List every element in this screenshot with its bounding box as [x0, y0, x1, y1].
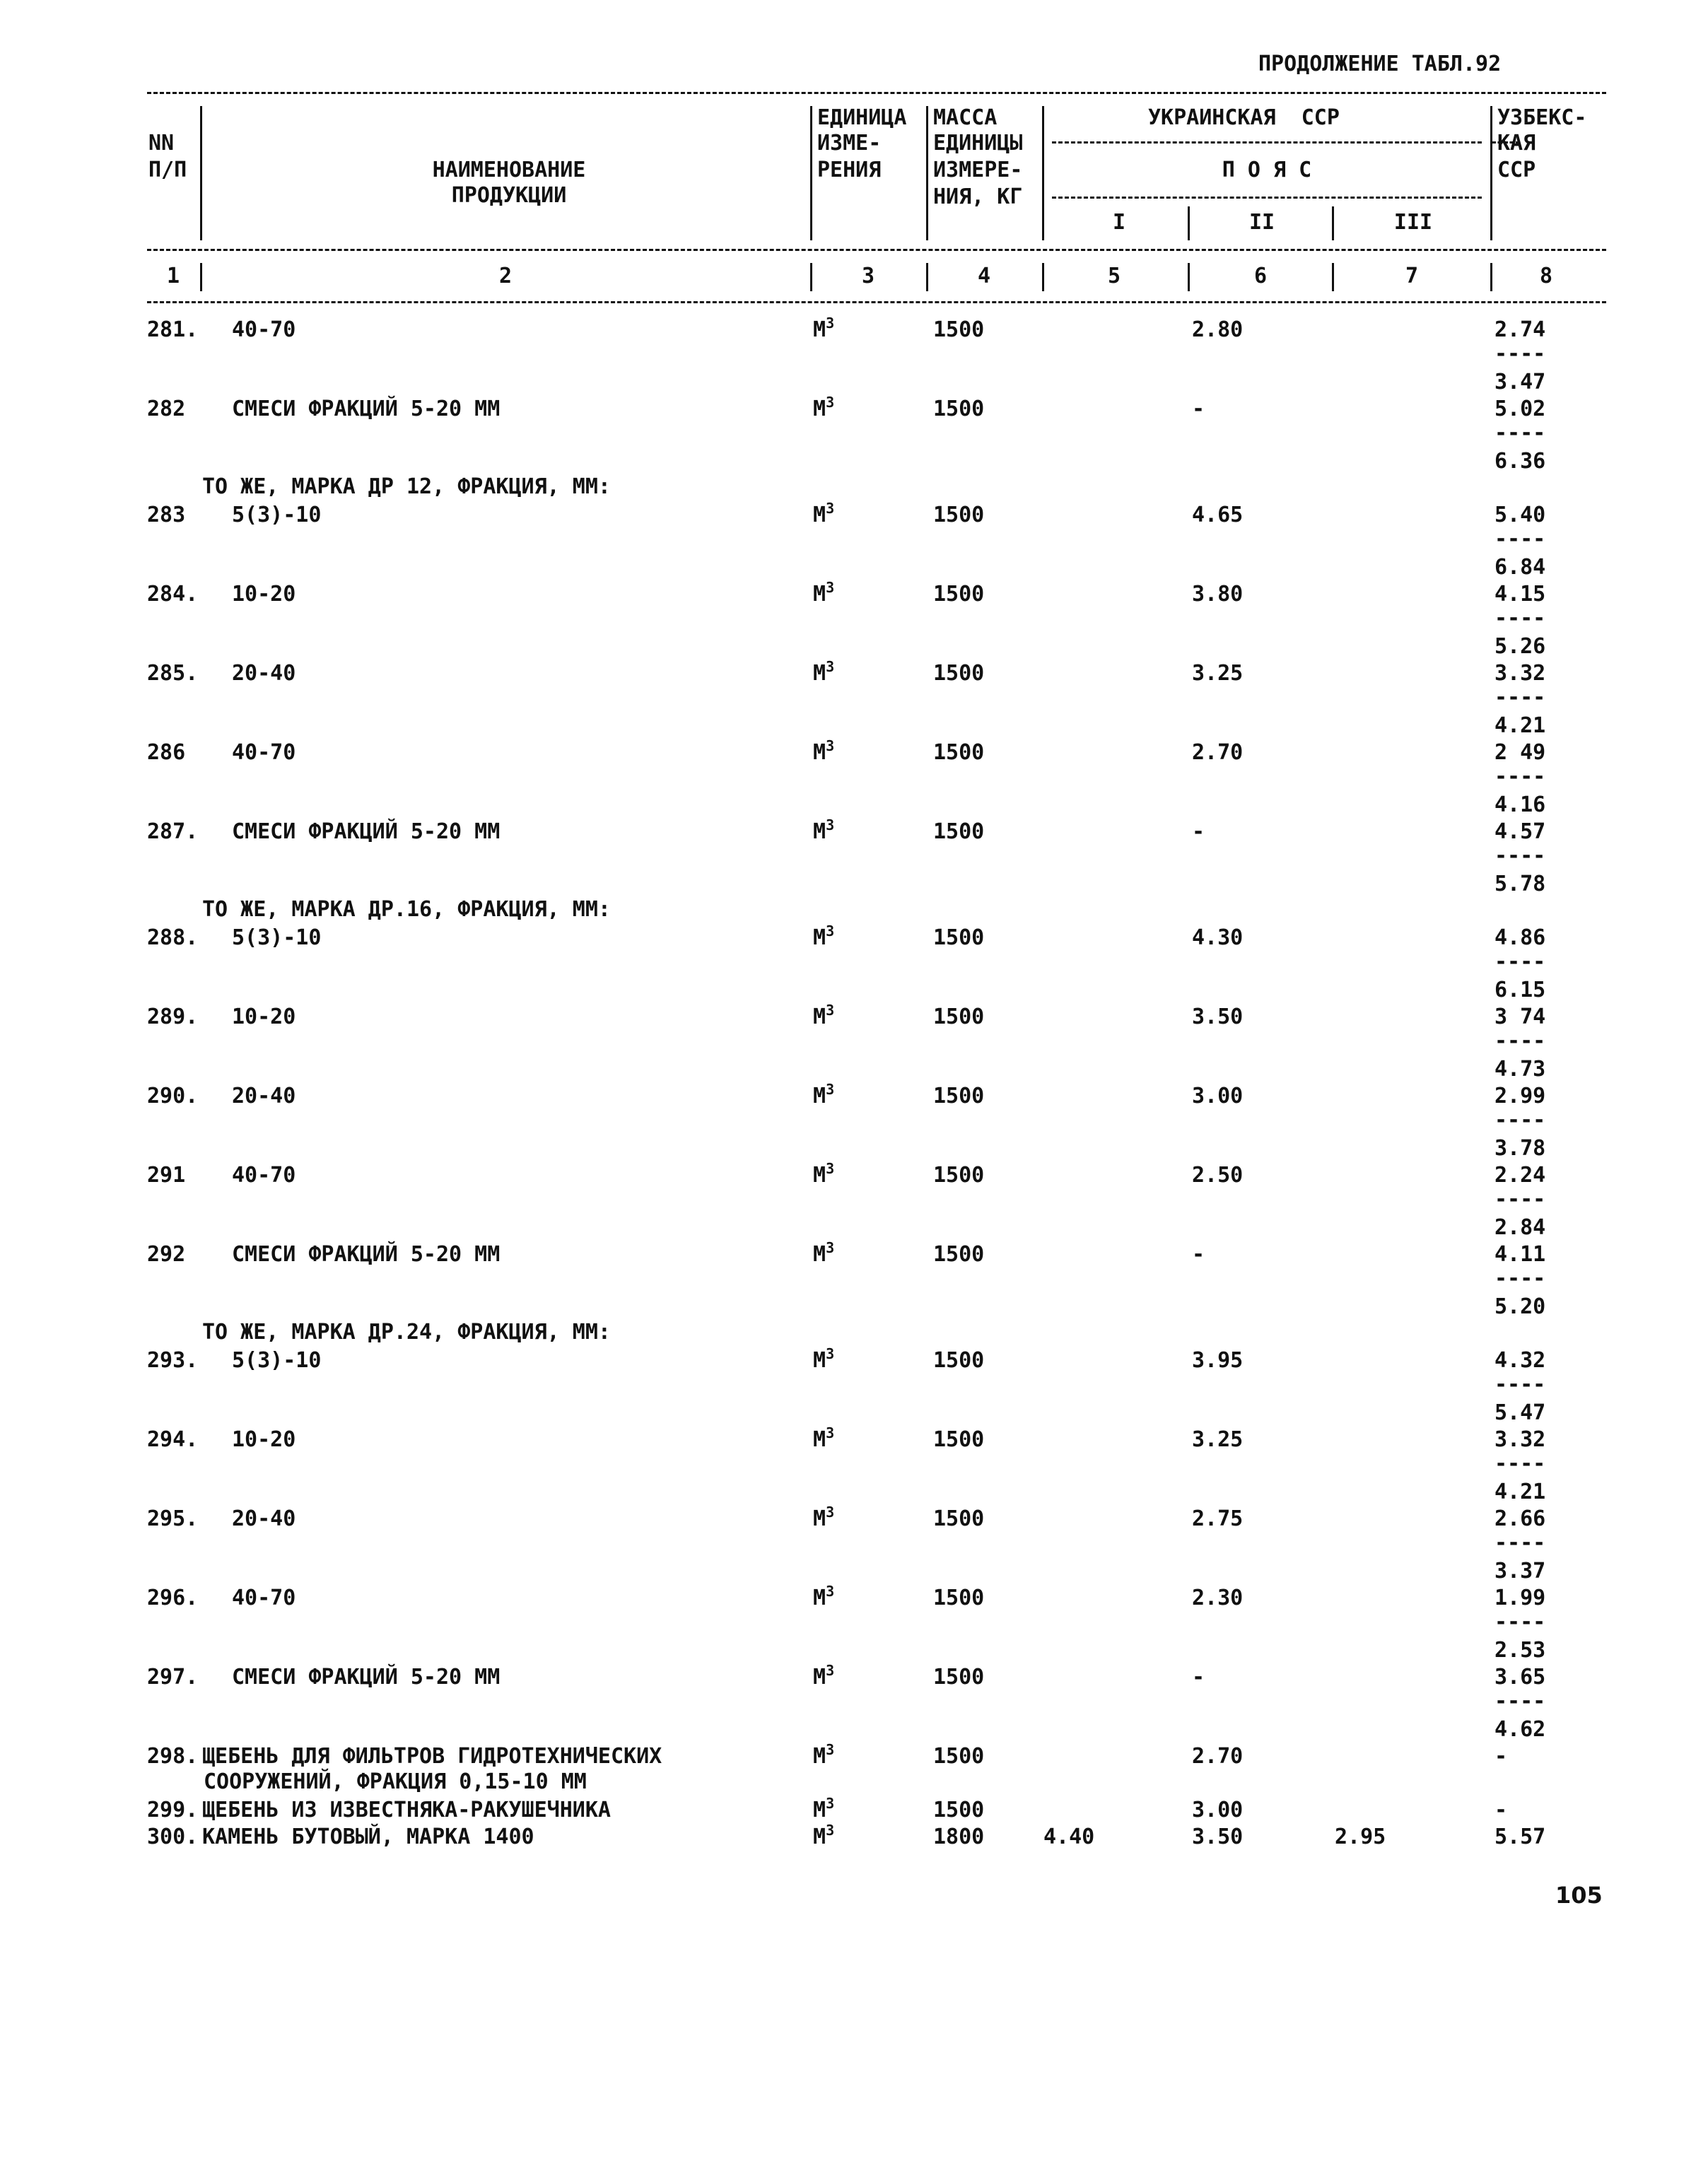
vline-z1 [1188, 206, 1190, 240]
uzb-fraction-bar: ---- [1494, 1689, 1546, 1714]
row-name: 40-70 [232, 317, 296, 342]
row-zone-2: 2.75 [1192, 1506, 1244, 1531]
row-zone-2: 3.95 [1192, 1348, 1244, 1373]
row-mass: 1500 [933, 1084, 985, 1108]
unit-letter: М [813, 1744, 826, 1769]
vline-cn3 [926, 263, 928, 291]
row-mass: 1500 [933, 925, 985, 950]
unit-superscript: 3 [826, 1424, 835, 1441]
row-unit [813, 816, 835, 845]
row-uzb: 4.86 [1494, 925, 1546, 950]
row-uzb-denominator: 4.21 [1494, 1480, 1546, 1504]
unit-letter: М [813, 582, 826, 607]
header-name-1: НАИМЕНОВАНИЕ [432, 158, 586, 182]
vline-cn7 [1490, 263, 1492, 291]
row-unit [813, 1239, 835, 1268]
vline-cn2 [810, 263, 812, 291]
row-name: СМЕСИ ФРАКЦИЙ 5-20 ММ [232, 1242, 501, 1267]
row-name: 40-70 [232, 740, 296, 765]
unit-superscript: 3 [826, 1002, 835, 1019]
row-uzb-denominator: 4.62 [1494, 1717, 1546, 1742]
row-name: ЩЕБЕНЬ ДЛЯ ФИЛЬТРОВ ГИДРОТЕХНИЧЕСКИХ [202, 1744, 662, 1769]
unit-letter: М [813, 1506, 826, 1531]
row-mass: 1500 [933, 1005, 985, 1029]
row-unit [813, 1795, 835, 1824]
row-zone-2: - [1192, 1242, 1205, 1267]
unit-letter: М [813, 1825, 826, 1849]
row-zone-2: - [1192, 819, 1205, 844]
row-mass: 1800 [933, 1825, 985, 1849]
colnum-6: 6 [1253, 264, 1268, 288]
row-mass: 1500 [933, 1586, 985, 1610]
row-mass: 1500 [933, 1798, 985, 1822]
colnum-5: 5 [1107, 264, 1121, 288]
row-mass: 1500 [933, 1163, 985, 1188]
row-mass: 1500 [933, 317, 985, 342]
row-mass: 1500 [933, 819, 985, 844]
row-uzb-denominator: 5.78 [1494, 872, 1546, 896]
row-mass: 1500 [933, 582, 985, 607]
unit-superscript: 3 [826, 394, 835, 411]
row-zone-2: 4.65 [1192, 503, 1244, 527]
header-uzb-2: КАЯ [1497, 131, 1536, 156]
row-zone-1: 4.40 [1043, 1825, 1095, 1849]
row-name: 10-20 [232, 582, 296, 607]
row-name: 20-40 [232, 1506, 296, 1531]
header-poyas: П О Я С [1222, 158, 1312, 182]
row-uzb: 2.99 [1494, 1084, 1546, 1108]
vline-cn4 [1042, 263, 1044, 291]
row-name: 5(3)-10 [232, 1348, 322, 1373]
row-mass: 1500 [933, 503, 985, 527]
header-name-2: ПРОДУКЦИИ [451, 183, 567, 208]
row-unit [813, 1741, 835, 1770]
vline-uzb [1490, 106, 1492, 240]
unit-superscript: 3 [826, 315, 835, 332]
rule-ukr [1052, 141, 1482, 144]
row-mass: 1500 [933, 740, 985, 765]
row-zone-2: 4.30 [1192, 925, 1244, 950]
note-dr12: ТО ЖЕ, МАРКА ДР 12, ФРАКЦИЯ, ММ: [202, 474, 611, 499]
uzb-fraction-bar: ---- [1494, 843, 1546, 868]
unit-letter: М [813, 1665, 826, 1690]
uzb-fraction-bar: ---- [1494, 1372, 1546, 1397]
row-mass: 1500 [933, 1348, 985, 1373]
row-zone-2: 3.50 [1192, 1825, 1244, 1849]
colnum-8: 8 [1539, 264, 1553, 288]
row-number: 286 [147, 740, 186, 765]
unit-superscript: 3 [826, 1662, 835, 1679]
header-mass-4: НИЯ, КГ [933, 185, 1023, 209]
row-uzb-denominator: 5.47 [1494, 1400, 1546, 1425]
unit-letter: М [813, 397, 826, 421]
unit-superscript: 3 [826, 1239, 835, 1256]
unit-superscript: 3 [826, 1345, 835, 1362]
row-zone-2: - [1192, 1665, 1205, 1690]
row-number: 296. [147, 1586, 199, 1610]
uzb-fraction-bar: ---- [1494, 685, 1546, 710]
row-name: 40-70 [232, 1586, 296, 1610]
row-uzb: 2 49 [1494, 740, 1546, 765]
uzb-fraction-bar: ---- [1494, 527, 1546, 551]
unit-letter: М [813, 1586, 826, 1610]
row-zone-2: 2.70 [1192, 740, 1244, 765]
row-name: 10-20 [232, 1005, 296, 1029]
colnum-1: 1 [166, 264, 180, 288]
vline-cn5 [1188, 263, 1190, 291]
row-mass: 1500 [933, 1242, 985, 1267]
row-uzb: 5.02 [1494, 397, 1546, 421]
header-unit-3: РЕНИЯ [817, 158, 882, 182]
row-name: СМЕСИ ФРАКЦИЙ 5-20 ММ [232, 1665, 501, 1690]
row-name: 40-70 [232, 1163, 296, 1188]
vline-name [810, 106, 812, 240]
uzb-fraction-bar: ---- [1494, 1610, 1546, 1634]
unit-superscript: 3 [826, 1795, 835, 1812]
row-zone-2: 3.00 [1192, 1798, 1244, 1822]
row-number: 281. [147, 317, 199, 342]
unit-letter: М [813, 1005, 826, 1029]
row-uzb: 4.15 [1494, 582, 1546, 607]
unit-superscript: 3 [826, 1583, 835, 1600]
row-unit [813, 1504, 835, 1533]
unit-superscript: 3 [826, 1160, 835, 1177]
row-name: 10-20 [232, 1427, 296, 1452]
unit-superscript: 3 [826, 1741, 835, 1758]
vline-cn6 [1332, 263, 1334, 291]
row-unit [813, 658, 835, 687]
colnum-3: 3 [861, 264, 875, 288]
row-unit [813, 1822, 835, 1851]
uzb-fraction-bar: ---- [1494, 1530, 1546, 1555]
row-uzb-denominator: 4.16 [1494, 792, 1546, 817]
row-name: СМЕСИ ФРАКЦИЙ 5-20 ММ [232, 819, 501, 844]
unit-letter: М [813, 661, 826, 686]
row-number: 282 [147, 397, 186, 421]
row-uzb: 4.11 [1494, 1242, 1546, 1267]
uzb-fraction-bar: ---- [1494, 949, 1546, 974]
vline-z2 [1332, 206, 1334, 240]
row-uzb-denominator: 3.78 [1494, 1136, 1546, 1161]
header-uzb-1: УЗБЕКС- [1497, 105, 1587, 130]
row-zone-2: 3.25 [1192, 661, 1244, 686]
row-number: 288. [147, 925, 199, 950]
row-name: КАМЕНЬ БУТОВЫЙ, МАРКА 1400 [202, 1825, 534, 1849]
row-number: 299. [147, 1798, 199, 1822]
row-uzb: 4.32 [1494, 1348, 1546, 1373]
row-unit [813, 315, 835, 344]
unit-superscript: 3 [826, 1504, 835, 1521]
row-uzb-denominator: 4.21 [1494, 713, 1546, 738]
vline-nn [200, 106, 202, 240]
row-name: 20-40 [232, 661, 296, 686]
unit-letter: М [813, 819, 826, 844]
row-uzb-denominator: 2.53 [1494, 1638, 1546, 1663]
row-name-cont: СООРУЖЕНИЙ, ФРАКЦИЯ 0,15-10 ММ [204, 1769, 587, 1794]
row-uzb: 3.32 [1494, 1427, 1546, 1452]
unit-superscript: 3 [826, 658, 835, 675]
header-mass-2: ЕДИНИЦЫ [933, 131, 1023, 156]
rule-header-bottom [147, 249, 1606, 251]
rule-colnums-bottom [147, 301, 1606, 303]
row-mass: 1500 [933, 1427, 985, 1452]
row-unit [813, 1583, 835, 1612]
row-number: 300. [147, 1825, 199, 1849]
row-zone-2: 3.25 [1192, 1427, 1244, 1452]
header-uzb-3: ССР [1497, 158, 1536, 182]
header-pp: П/П [148, 158, 187, 182]
row-uzb-denominator: 6.36 [1494, 449, 1546, 474]
unit-superscript: 3 [826, 816, 835, 833]
row-zone-2: 2.30 [1192, 1586, 1244, 1610]
row-zone-2: 2.80 [1192, 317, 1244, 342]
uzb-fraction-bar: ---- [1494, 764, 1546, 789]
unit-superscript: 3 [826, 500, 835, 517]
row-zone-2: 2.70 [1192, 1744, 1244, 1769]
colnum-2: 2 [498, 264, 513, 288]
uzb-fraction-bar: ---- [1494, 421, 1546, 445]
header-ukr: УКРАИНСКАЯ ССР [1148, 105, 1340, 130]
header-nn: NN [148, 131, 175, 156]
row-uzb: - [1494, 1798, 1508, 1822]
row-unit [813, 1160, 835, 1189]
row-number: 293. [147, 1348, 199, 1373]
row-uzb-denominator: 3.47 [1494, 370, 1546, 394]
row-uzb: 2.24 [1494, 1163, 1546, 1188]
header-mass-3: ИЗМЕРЕ- [933, 158, 1023, 182]
page-number: 105 [1555, 1882, 1603, 1909]
unit-letter: М [813, 1242, 826, 1267]
note-dr24: ТО ЖЕ, МАРКА ДР.24, ФРАКЦИЯ, ММ: [202, 1320, 611, 1345]
row-mass: 1500 [933, 661, 985, 686]
colnum-7: 7 [1405, 264, 1419, 288]
row-number: 292 [147, 1242, 186, 1267]
row-number: 294. [147, 1427, 199, 1452]
row-unit [813, 1081, 835, 1110]
row-uzb: 3.32 [1494, 661, 1546, 686]
row-name: 20-40 [232, 1084, 296, 1108]
row-number: 297. [147, 1665, 199, 1690]
row-uzb-denominator: 6.84 [1494, 555, 1546, 580]
note-dr16: ТО ЖЕ, МАРКА ДР.16, ФРАКЦИЯ, ММ: [202, 897, 611, 922]
vline-cn1 [200, 263, 202, 291]
row-zone-2: 3.80 [1192, 582, 1244, 607]
row-unit [813, 1662, 835, 1691]
uzb-fraction-bar: ---- [1494, 1029, 1546, 1053]
header-unit-2: ИЗМЕ- [817, 131, 882, 156]
unit-letter: М [813, 740, 826, 765]
row-number: 285. [147, 661, 199, 686]
rule-poyas [1052, 197, 1482, 199]
rule-top [147, 92, 1606, 94]
row-uzb: 2.66 [1494, 1506, 1546, 1531]
row-number: 290. [147, 1084, 199, 1108]
unit-superscript: 3 [826, 1081, 835, 1098]
unit-letter: М [813, 1427, 826, 1452]
header-unit-1: ЕДИНИЦА [817, 105, 907, 130]
row-uzb-denominator: 3.37 [1494, 1559, 1546, 1583]
row-uzb-denominator: 5.26 [1494, 634, 1546, 659]
row-number: 289. [147, 1005, 199, 1029]
uzb-fraction-bar: ---- [1494, 1187, 1546, 1212]
row-mass: 1500 [933, 1506, 985, 1531]
unit-letter: М [813, 1348, 826, 1373]
row-uzb: 1.99 [1494, 1586, 1546, 1610]
row-unit [813, 500, 835, 529]
uzb-fraction-bar: ---- [1494, 606, 1546, 631]
uzb-fraction-bar: ---- [1494, 341, 1546, 366]
row-mass: 1500 [933, 1744, 985, 1769]
vline-unit [926, 106, 928, 240]
unit-letter: М [813, 1798, 826, 1822]
row-mass: 1500 [933, 1665, 985, 1690]
row-uzb-denominator: 4.73 [1494, 1057, 1546, 1082]
row-unit [813, 737, 835, 766]
row-uzb: 5.40 [1494, 503, 1546, 527]
row-unit [813, 923, 835, 952]
row-uzb-denominator: 6.15 [1494, 978, 1546, 1002]
row-uzb: 4.57 [1494, 819, 1546, 844]
header-zone-2: II [1248, 210, 1275, 235]
row-uzb: - [1494, 1744, 1508, 1769]
unit-letter: М [813, 317, 826, 342]
row-number: 291 [147, 1163, 186, 1188]
vline-mass [1042, 106, 1044, 240]
row-zone-2: - [1192, 397, 1205, 421]
row-number: 284. [147, 582, 199, 607]
row-zone-2: 2.50 [1192, 1163, 1244, 1188]
header-mass-1: МАССА [933, 105, 998, 130]
row-zone-3: 2.95 [1335, 1825, 1386, 1849]
uzb-fraction-bar: ---- [1494, 1451, 1546, 1476]
row-uzb: 2.74 [1494, 317, 1546, 342]
header-zone-1: I [1112, 210, 1126, 235]
row-uzb: 3 74 [1494, 1005, 1546, 1029]
row-uzb-denominator: 5.20 [1494, 1294, 1546, 1319]
row-number: 298. [147, 1744, 199, 1769]
row-unit [813, 579, 835, 608]
colnum-4: 4 [977, 264, 991, 288]
unit-letter: М [813, 1084, 826, 1108]
unit-superscript: 3 [826, 579, 835, 596]
unit-letter: М [813, 503, 826, 527]
row-number: 283 [147, 503, 186, 527]
unit-superscript: 3 [826, 1822, 835, 1839]
row-name: 5(3)-10 [232, 925, 322, 950]
row-name: 5(3)-10 [232, 503, 322, 527]
row-name: ЩЕБЕНЬ ИЗ ИЗВЕСТНЯКА-РАКУШЕЧНИКА [202, 1798, 611, 1822]
row-name: СМЕСИ ФРАКЦИЙ 5-20 ММ [232, 397, 501, 421]
continuation-title: ПРОДОЛЖЕНИЕ ТАБЛ.92 [1258, 52, 1502, 76]
uzb-fraction-bar: ---- [1494, 1266, 1546, 1291]
unit-superscript: 3 [826, 923, 835, 939]
row-zone-2: 3.50 [1192, 1005, 1244, 1029]
row-number: 295. [147, 1506, 199, 1531]
row-number: 287. [147, 819, 199, 844]
row-unit [813, 394, 835, 423]
uzb-fraction-bar: ---- [1494, 1108, 1546, 1132]
row-unit [813, 1345, 835, 1374]
row-unit [813, 1424, 835, 1453]
unit-superscript: 3 [826, 737, 835, 754]
row-uzb-denominator: 2.84 [1494, 1215, 1546, 1240]
row-mass: 1500 [933, 397, 985, 421]
unit-letter: М [813, 925, 826, 950]
row-uzb: 5.57 [1494, 1825, 1546, 1849]
row-zone-2: 3.00 [1192, 1084, 1244, 1108]
row-uzb: 3.65 [1494, 1665, 1546, 1690]
row-unit [813, 1002, 835, 1031]
header-zone-3: III [1393, 210, 1433, 235]
unit-letter: М [813, 1163, 826, 1188]
